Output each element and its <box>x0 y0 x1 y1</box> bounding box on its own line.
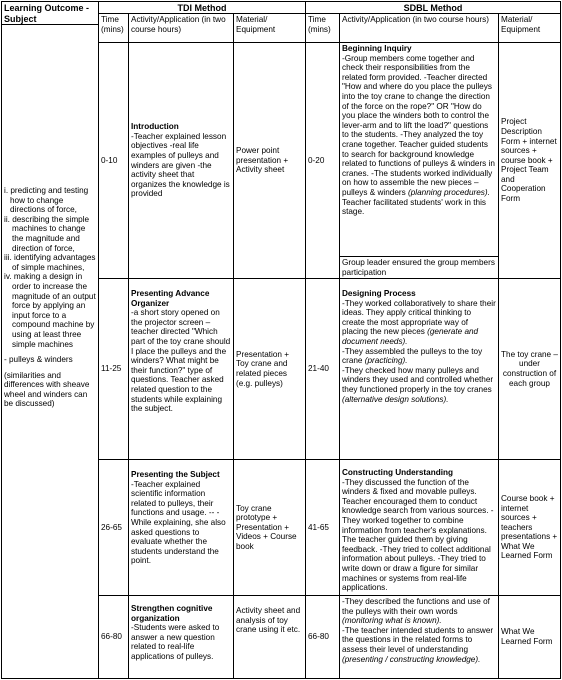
header-sdbl-material: Material/ Equipment <box>498 13 561 43</box>
sdbl-material-4: What We Learned Form <box>498 595 561 679</box>
tdi-activity-body: -Teacher explained lesson objectives -real life examples of pulleys and winders are given -the activity sheet that organizes the knowledge is provided <box>131 131 230 199</box>
sdbl-activity-title: Beginning Inquiry <box>342 44 412 53</box>
tdi-activity-title: Introduction <box>131 122 179 132</box>
tdi-activity-title: Presenting Advance Organizer <box>131 289 210 308</box>
tdi-material-4: Activity sheet and analysis of toy crane using it etc. <box>233 595 306 679</box>
tdi-activity-1 <box>128 42 234 279</box>
tdi-material-3: Toy crane prototype + Presentation + Videos + Course book <box>233 459 306 596</box>
sdbl-activity-4 <box>339 595 499 679</box>
outcome-item: ii. describing the simple machines to change the magnitude and direction of force, <box>4 214 90 253</box>
header-tdi-method: TDI Method <box>98 1 306 14</box>
outcome-note: (similarities and differences with sheave wheel and winders can be discussed) <box>4 370 90 409</box>
header-sdbl-time: Time (mins) <box>305 13 340 43</box>
tdi-time-2: 11-25 <box>98 278 129 460</box>
sdbl-activity-2 <box>339 278 499 460</box>
sdbl-activity-body: -They worked collaboratively to share their ideas. They apply critical thinking to create the most appropriate way of placing the new pieces <box>342 298 496 337</box>
sdbl-time-4: 66-80 <box>305 595 340 679</box>
tdi-activity-title: Presenting the Subject <box>131 470 220 479</box>
sdbl-activity-body: -They described the functions and use of the pulleys with their own words <box>342 597 490 616</box>
sdbl-activity-title: Constructing Understanding <box>342 468 453 477</box>
tdi-time-4: 66-80 <box>98 595 129 679</box>
header-tdi-activity: Activity/Application (in two course hours) <box>128 13 234 43</box>
tdi-activity-body: -Students were asked to answer a new question related to real-life applications of pulleys. <box>131 623 220 661</box>
tdi-material-2: Presentation + Toy crane and related pieces (e.g. pulleys) <box>233 278 306 460</box>
tdi-activity-2 <box>128 278 234 460</box>
sdbl-time-2: 21-40 <box>305 278 340 460</box>
sdbl-activity-title: Designing Process <box>342 289 416 298</box>
tdi-material-1: Power point presentation + Activity sheet <box>233 42 306 279</box>
sdbl-activity-body: -The students worked individually on how to assemble the new pieces – pulleys & winders <box>342 168 493 197</box>
sdbl-activity-extra: Group leader ensured the group members participation <box>342 258 495 277</box>
header-learning-outcome: Learning Outcome - Subject <box>1 1 99 25</box>
sdbl-material-3: Course book + internet sources + teachers presentations + What We Learned Form <box>498 459 561 596</box>
header-tdi-time: Time (mins) <box>98 13 129 43</box>
sdbl-activity-body: -They discussed the function of the winders & fixed and movable pulleys. Teacher encouraged them to conduct knowledge search from various sources. -They worked together to combine information from teacher's explanations. The teacher guided them by giving feedback. -They tried to collect additional information about pulleys. -They tried to write down or draw a figure for similar machines or systems from real-life applications. <box>342 477 494 593</box>
tdi-time-3: 26-65 <box>98 459 129 596</box>
sdbl-activity-italic: (practicing). <box>364 356 408 366</box>
sdbl-material-1: Project Description Form + internet sources + course book + Project Team and Cooperation Form <box>498 42 561 279</box>
outcome-subject: - pulleys & winders <box>4 355 73 365</box>
header-tdi-material: Material/ Equipment <box>233 13 306 43</box>
sdbl-activity-italic: (planning procedures). <box>407 187 490 197</box>
tdi-activity-4 <box>128 595 234 679</box>
sdbl-activity-body: -Teacher directed "How and where do you place the pulleys into the toy crane to change the direction of the force on the rope?" OR "How do you place the winders both to control the lever-arm and to lift the load?" questions to the students. <box>342 72 492 140</box>
outcome-item: iv. making a design in order to increase the magnitude of an output force by applying an input force to a compound machine by using at least three simple machines <box>4 272 96 349</box>
tdi-time-1: 0-10 <box>98 42 129 279</box>
sdbl-activity-3 <box>339 459 499 596</box>
outcome-item: i. predicting and testing how to change directions of force, <box>4 186 89 215</box>
sdbl-activity-italic: (alternative design solutions). <box>342 394 449 404</box>
sdbl-activity-italic: (presenting / constructing knowledge). <box>342 654 481 664</box>
sdbl-activity-body: -Group members come together and check their responsibilities from the related form provided. <box>342 53 475 82</box>
sdbl-activity-italic: (generate and document needs). <box>342 327 479 346</box>
sdbl-activity-1 <box>339 42 499 279</box>
outcome-item: iii. identifying advantages of simple machines, <box>4 253 96 272</box>
sdbl-material-2: The toy crane – under construction of each group <box>498 278 561 460</box>
sdbl-activity-italic: (monitoring what is known). <box>342 616 442 626</box>
tdi-activity-title: Strengthen cognitive organization <box>131 604 213 623</box>
tdi-activity-3 <box>128 459 234 596</box>
sdbl-time-1: 0-20 <box>305 42 340 279</box>
sdbl-activity-body: Teacher facilitated students' work in this stage. <box>342 197 487 217</box>
learning-outcomes-cell <box>1 24 99 679</box>
sdbl-time-3: 41-65 <box>305 459 340 596</box>
header-sdbl-activity: Activity/Application (in two course hours) <box>339 13 499 43</box>
sdbl-activity-body: -They analyzed the toy crane together. Teacher guided students to search for background knowledge related to functions of pulleys & winders in cranes. <box>342 130 495 178</box>
sdbl-activity-body: -They checked how many pulleys and winders they used and controlled whether they functioned properly in the toy cranes <box>342 365 494 394</box>
sdbl-activity-body: -They assembled the pulleys to the toy crane <box>342 346 483 366</box>
sdbl-activity-body: -The teacher intended students to answer the questions in the related forms to assess their level of understanding <box>342 625 494 654</box>
header-sdbl-method: SDBL Method <box>305 1 561 14</box>
tdi-activity-body: -a short story opened on the projector screen –teacher directed "Which part of the toy crane should I place the pulleys and the winders? What might be their function?" type of questions. Teacher asked related question to the students while explaining the subject. <box>131 308 231 414</box>
tdi-activity-body: -Teacher explained scientific information related to pulleys, their functions and usage. -- -While explaining, she also asked questions to evaluate whether the students understand the point. <box>131 479 226 566</box>
